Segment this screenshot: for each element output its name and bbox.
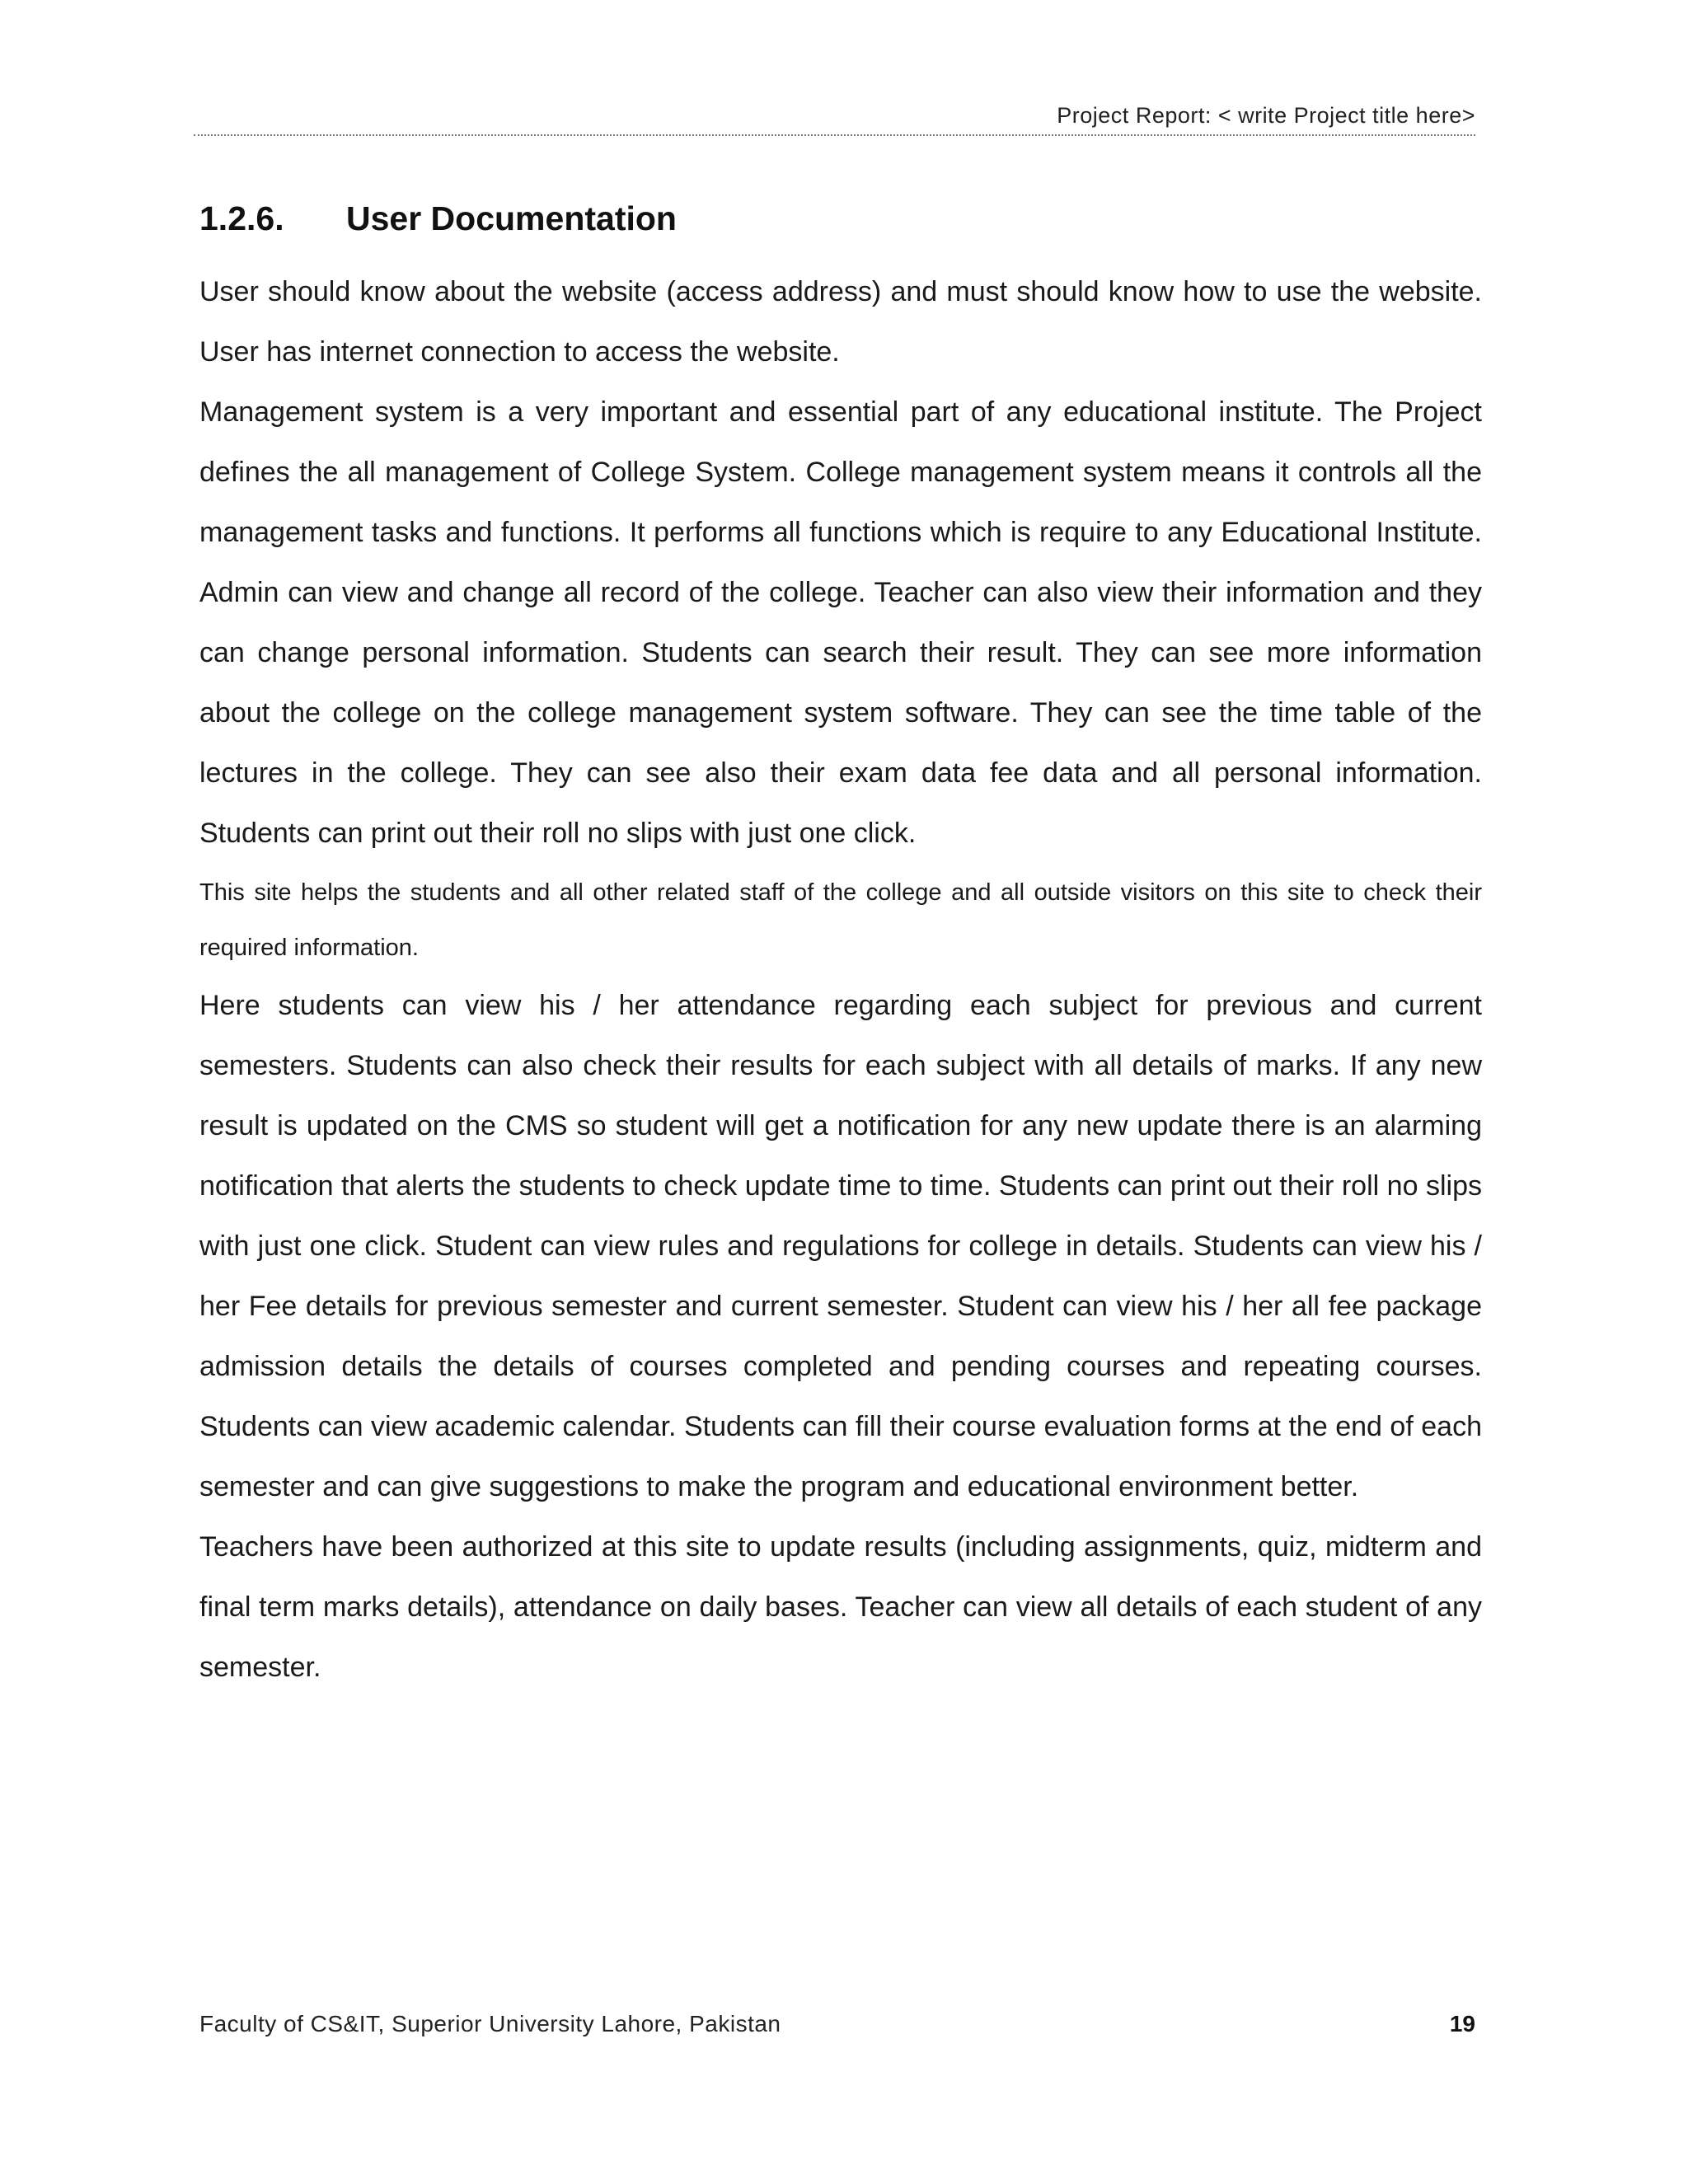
paragraph-student-features: Here students can view his / her attendance regarding each subject for previous and current semesters. Students can also check their results for each subject with all details of marks. If any new result is updated on the CMS so student will get a notification for any new update there is an alarming notification that alerts the students to check update time to time. Students can print out their roll no slips with just one click. Student can view rules and regulations for college in details. Students can view his / her Fee details for previous semester and current semester. Student can view his / her all fee package admission details the details of courses completed and pending courses and repeating courses. Students can view academic calendar. Students can fill their course evaluation forms at the end of each semester and can give suggestions to make the program and educational environment better. [199,990,1482,1502]
section-heading [199,199,677,238]
section-title: User Documentation [346,199,677,237]
paragraph-user-requirements: User should know about the website (access address) and must should know how to use the website. User has internet connection to access the website. [199,276,1482,368]
section-number: 1.2.6. [199,199,284,237]
running-header: Project Report: < write Project title here> [1057,103,1475,128]
paragraph-teacher-features: Teachers have been authorized at this site to update results (including assignments, quiz, midterm and final term marks details), attendance on daily bases. Teacher can view all details of each student of any semester. [199,1531,1482,1683]
paragraph-management-system: Management system is a very important and essential part of any educational institute. The Project defines the all management of College System. College management system means it controls all the management tasks and functions. It performs all functions which is require to any Educational Institute. Admin can view and change all record of the college. Teacher can also view their information and they can change personal information. Students can search their result. They can see more information about the college on the college management system software. They can see the time table of the lectures in the college. They can see also their exam data fee data and all personal information. Students can print out their roll no slips with just one click. [199,396,1482,849]
page-number: 19 [1449,2011,1475,2036]
paragraph-site-purpose: This site helps the students and all other related staff of the college and all outside visitors on this site to check their required information. [199,879,1482,961]
footer-institution: Faculty of CS&IT, Superior University Lahore, Pakistan [199,2011,781,2036]
body-text [199,262,1482,1698]
header-divider [194,134,1475,136]
